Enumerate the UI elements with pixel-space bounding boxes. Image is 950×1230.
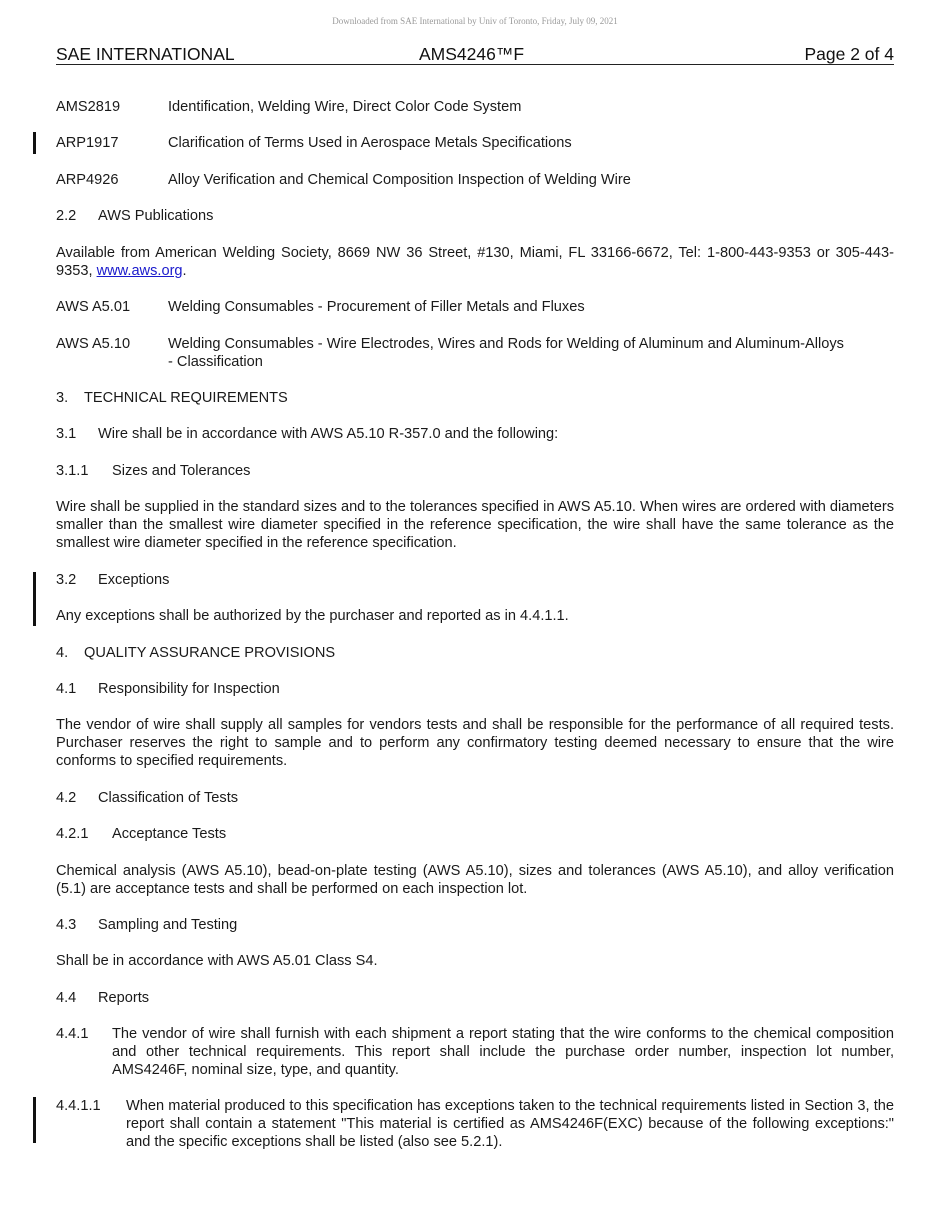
- ref-title: Identification, Welding Wire, Direct Color Code System: [168, 99, 522, 115]
- section-heading: [56, 989, 149, 1007]
- ref-code: ARP1917: [56, 135, 119, 151]
- ref-code: AWS A5.10: [56, 336, 131, 352]
- section-number: 4.4.1.1: [56, 1098, 101, 1114]
- section-number: 4.4.1: [56, 1026, 89, 1042]
- ref-code: AWS A5.01: [56, 299, 131, 315]
- ref-code: AMS2819: [56, 99, 121, 115]
- header-doc-number: AMS4246™F: [419, 44, 525, 64]
- section-heading: [56, 916, 237, 934]
- section-title: Reports: [98, 990, 150, 1006]
- change-bar: [33, 132, 36, 154]
- aws-availability-end: .: [182, 263, 187, 279]
- section-title: Responsibility for Inspection: [98, 681, 280, 697]
- section-number: 4.1: [56, 681, 77, 697]
- section-title: Sizes and Tolerances: [112, 463, 251, 479]
- section-number: 3.1: [56, 426, 77, 442]
- change-bar: [33, 1097, 36, 1143]
- ref-title-line: - Classification: [168, 354, 263, 370]
- section-number: 4.4: [56, 990, 77, 1006]
- section-heading: [56, 680, 280, 698]
- ref-title: Alloy Verification and Chemical Composition Inspection of Welding Wire: [168, 172, 631, 188]
- ref-code: ARP4926: [56, 172, 119, 188]
- paragraph: Any exceptions shall be authorized by the purchaser and reported as in 4.4.1.1.: [56, 608, 569, 624]
- paragraph: The vendor of wire shall furnish with each shipment a report stating that the wire conforms to the chemical composition and other technical requirements. This report shall include the purchase order number, inspection lot number, AMS4246F, nominal size, type, and quantity.: [112, 1026, 894, 1078]
- section-number: 3.2: [56, 572, 77, 588]
- section-heading: [56, 571, 169, 589]
- section-number: 4.2: [56, 790, 77, 806]
- aws-availability-text: Available from American Welding Society, 8669 NW 36 Street, #130, Miami, FL 33166-6672, Tel: 1-800-443-9353 or 305-443-9353,: [56, 245, 894, 279]
- section-heading: [56, 789, 238, 807]
- section-number: 3.1.1: [56, 463, 89, 479]
- header-page-number: Page 2 of 4: [804, 44, 894, 64]
- ref-title: Clarification of Terms Used in Aerospace Metals Specifications: [168, 135, 572, 151]
- change-bar: [33, 572, 36, 626]
- section-number: 3.: [56, 390, 69, 406]
- paragraph: Chemical analysis (AWS A5.10), bead-on-plate testing (AWS A5.10), sizes and tolerances (AWS A5.10), and alloy verification (5.1) are acceptance tests and shall be performed on each inspection lot.: [56, 863, 894, 897]
- section-heading: [56, 207, 213, 225]
- section-number: 4.2.1: [56, 826, 89, 842]
- section-title: Exceptions: [98, 572, 170, 588]
- section-title: Classification of Tests: [98, 790, 239, 806]
- header-org: SAE INTERNATIONAL: [56, 44, 235, 64]
- section-heading: [56, 462, 250, 480]
- section-title: Wire shall be in accordance with AWS A5.10 R-357.0 and the following:: [98, 426, 559, 442]
- section-title: Acceptance Tests: [112, 826, 227, 842]
- section-title: QUALITY ASSURANCE PROVISIONS: [84, 645, 336, 661]
- aws-availability-paragraph: [56, 244, 894, 280]
- aws-website-link[interactable]: www.aws.org: [96, 263, 183, 279]
- ref-title-line: Welding Consumables - Wire Electrodes, Wires and Rods for Welding of Aluminum and Aluminum-Alloys: [168, 336, 844, 352]
- paragraph: When material produced to this specification has exceptions taken to the technical requirements listed in Section 3, the report shall contain a statement "This material is certified as AMS4246F(EXC) because of the following exceptions:" and the specific exceptions shall be listed (also see 5.2.1).: [126, 1098, 894, 1150]
- section-heading: [56, 389, 288, 407]
- section-title: AWS Publications: [98, 208, 214, 224]
- section-heading: [56, 825, 226, 843]
- section-title: TECHNICAL REQUIREMENTS: [84, 390, 288, 406]
- section-number: 2.2: [56, 208, 77, 224]
- paragraph: Wire shall be supplied in the standard sizes and to the tolerances specified in AWS A5.10. When wires are ordered with diameters smaller than the smallest wire diameter specified in the reference specification, the wire shall have the same tolerance as the smallest wire diameter specified in the reference specification.: [56, 499, 894, 551]
- ref-title: [168, 335, 894, 371]
- section-number: 4.3: [56, 917, 77, 933]
- download-notice: Downloaded from SAE International by Univ of Toronto, Friday, July 09, 2021: [332, 16, 618, 26]
- page-header: [56, 44, 894, 65]
- paragraph: The vendor of wire shall supply all samples for vendors tests and shall be responsible for the performance of all required tests. Purchaser reserves the right to sample and to perform any confirmatory testing deemed necessary to ensure that the wire conforms to specified requirements.: [56, 717, 894, 769]
- ref-title: Welding Consumables - Procurement of Filler Metals and Fluxes: [168, 299, 585, 315]
- paragraph: Shall be in accordance with AWS A5.01 Class S4.: [56, 953, 378, 969]
- section-number: 4.: [56, 645, 69, 661]
- section-heading: [56, 425, 558, 443]
- section-heading: [56, 644, 335, 662]
- section-title: Sampling and Testing: [98, 917, 238, 933]
